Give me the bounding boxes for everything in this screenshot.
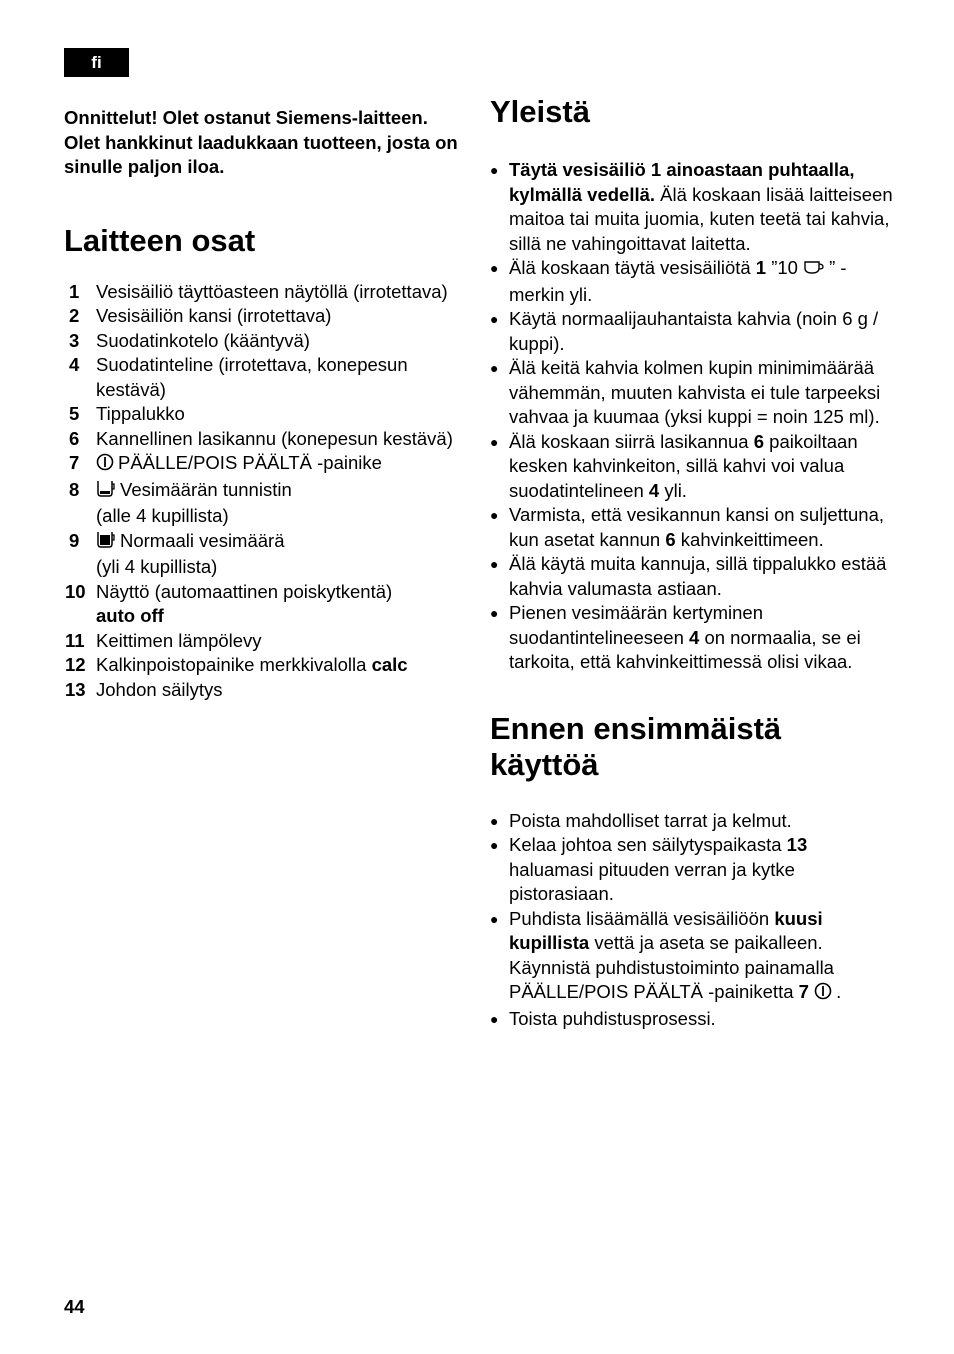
part-text: Näyttö (automaattinen poiskytkentä) [96, 580, 393, 602]
part-number: 9 [69, 529, 80, 551]
text: Älä koskaan lisää laitteiseen maitoa tai muita juomia, kuten teetä tai kahvia, sillä ne vahingoittavat laitetta. [509, 183, 893, 254]
parts-list-item [64, 529, 464, 580]
part-text: Keittimen lämpölevy [96, 629, 262, 651]
right-column [490, 94, 895, 1031]
parts-list-item [64, 451, 464, 478]
bold-text: 4 [648, 479, 660, 501]
text: . [836, 981, 842, 1002]
general-list [490, 158, 895, 675]
general-list-item [490, 601, 895, 675]
general-list-item [490, 256, 895, 307]
part-description [96, 678, 464, 703]
before-first-use-item [490, 907, 895, 1007]
part-bold-term: calc [371, 654, 408, 675]
text: Käytä normaalijauhantaista kahvia (noin 6 g / kuppi). [509, 308, 879, 354]
part-text: Vesisäiliö täyttöasteen näytöllä (irrotettava) [96, 280, 448, 302]
part-number: 10 [65, 580, 86, 602]
text: Varmista, että vesikannun kansi on suljettuna, kun asetat kannun [509, 504, 885, 550]
part-description [96, 529, 464, 580]
before-first-use-item [490, 1007, 895, 1032]
part-description [96, 451, 464, 478]
before-first-use-item [490, 809, 895, 834]
parts-list-item [64, 427, 464, 452]
part-number: 5 [69, 403, 80, 424]
parts-list [64, 280, 464, 703]
text: paikoiltaan kesken kahvinkeiton, sillä kahvi voi valua suodatintelineen [509, 430, 858, 501]
part-description [96, 402, 464, 427]
cup-icon [803, 258, 825, 283]
part-number: 2 [69, 305, 80, 326]
bold-text: kuusi kupillista [509, 907, 823, 953]
text: Puhdista lisäämällä vesisäiliöön [509, 907, 775, 929]
bold-text: 13 [786, 834, 808, 855]
text: vettä ja aseta se paikalleen. Käynnistä puhdistustoiminto painamalla PÄÄLLE/POIS PÄÄLTÄ -painiketta [509, 932, 834, 1002]
language-tag: fi [64, 48, 129, 77]
part-number: 12 [65, 654, 86, 675]
power-icon [96, 453, 114, 478]
part-description [96, 353, 464, 402]
bold-text: 6 [753, 430, 765, 452]
general-list-item [490, 552, 895, 601]
parts-list-item [64, 304, 464, 329]
intro-paragraph: Onnittelut! Olet ostanut Siemens-laitteen. Olet hankkinut laadukkaan tuotteen, josta on sinulle paljon iloa. [64, 107, 458, 177]
bold-text: 4 [689, 626, 700, 648]
bold-text: Täytä vesisäiliö 1 ainoastaan puhtaalla, kylmällä vedellä. [509, 159, 855, 205]
text: haluamasi pituuden verran ja kytke pistorasiaan. [509, 858, 795, 904]
parts-list-item [64, 402, 464, 427]
part-number: 1 [69, 280, 80, 302]
text: Pienen vesimäärän kertyminen suodantintelineeseen [509, 602, 763, 648]
part-description [96, 280, 464, 305]
text: Toista puhdistusprosessi. [509, 1007, 716, 1029]
text: yli. [659, 479, 687, 501]
before-first-use-item [490, 833, 895, 907]
page-number: 44 [64, 1296, 85, 1317]
text: ” -merkin yli. [509, 257, 847, 305]
general-heading: Yleistä [490, 94, 590, 129]
parts-list-item [64, 580, 464, 629]
parts-heading: Laitteen osat [64, 222, 256, 258]
general-list-item [490, 503, 895, 552]
bold-text: 7 [798, 981, 809, 1002]
general-list-item [490, 307, 895, 356]
full-cup-icon [96, 529, 116, 556]
parts-list-item [64, 329, 464, 354]
part-text: Kannellinen lasikannu (konepesun kestävä) [96, 427, 453, 449]
parts-list-item [64, 353, 464, 402]
part-text: Johdon säilytys [96, 678, 223, 700]
text: kahvinkeittimeen. [675, 528, 824, 550]
part-text: Tippalukko [96, 403, 185, 424]
part-description [96, 580, 464, 629]
parts-list-item [64, 280, 464, 305]
left-column [64, 106, 464, 702]
part-text: Vesimäärän tunnistin [120, 478, 292, 500]
part-bold-term: auto off [96, 605, 164, 626]
part-number: 4 [69, 354, 80, 375]
part-text: Suodatinkotelo (kääntyvä) [96, 329, 310, 351]
part-text: Vesisäiliön kansi (irrotettava) [96, 305, 332, 326]
text: Älä käytä muita kannuja, sillä tippalukko estää kahvia valumasta astiaan. [509, 553, 887, 599]
part-number: 13 [65, 678, 86, 700]
part-text: Kalkinpoistopainike merkkivalolla [96, 654, 372, 675]
part-number: 7 [69, 452, 80, 473]
part-number: 8 [69, 478, 80, 500]
text: Älä koskaan täytä vesisäiliötä [509, 257, 756, 278]
part-number: 3 [69, 329, 80, 351]
part-description [96, 629, 464, 654]
small-cup-icon [96, 478, 116, 505]
part-description [96, 304, 464, 329]
general-list-item [490, 158, 895, 256]
before-first-use-heading: Ennen ensimmäistä käyttöä [490, 710, 782, 782]
part-text: Normaali vesimäärä [120, 529, 285, 551]
parts-list-item [64, 678, 464, 703]
part-description [96, 427, 464, 452]
text: Älä keitä kahvia kolmen kupin minimimäärää vähemmän, muuten kahvista ei tule tarpeeksi vahvaa ja kuumaa (yksi kuppi = noin 125 ml). [509, 357, 881, 427]
parts-list-item [64, 629, 464, 654]
part-number: 11 [65, 629, 85, 651]
part-description [96, 653, 464, 678]
part-description [96, 329, 464, 354]
part-text: Suodatinteline (irrotettava, konepesun kestävä) [96, 354, 408, 400]
part-text-line2: (alle 4 kupillista) [96, 505, 229, 526]
text: Älä koskaan siirrä lasikannua [509, 430, 754, 452]
bold-text: 1 [755, 257, 767, 278]
power-icon [814, 982, 832, 1007]
before-first-use-list [490, 809, 895, 1032]
part-text-line2: (yli 4 kupillista) [96, 556, 218, 577]
part-number: 6 [69, 427, 80, 449]
general-list-item [490, 356, 895, 430]
parts-list-item [64, 478, 464, 529]
text: Poista mahdolliset tarrat ja kelmut. [509, 809, 792, 831]
parts-list-item [64, 653, 464, 678]
text: Kelaa johtoa sen säilytyspaikasta [509, 834, 787, 855]
part-description [96, 478, 464, 529]
part-text: PÄÄLLE/POIS PÄÄLTÄ -painike [118, 452, 382, 473]
general-list-item [490, 430, 895, 504]
bold-text: 6 [665, 528, 676, 550]
text: on normaalia, se ei tarkoita, että kahvinkeittimessä olisi vikaa. [509, 626, 861, 672]
text: ”10 [766, 257, 804, 278]
